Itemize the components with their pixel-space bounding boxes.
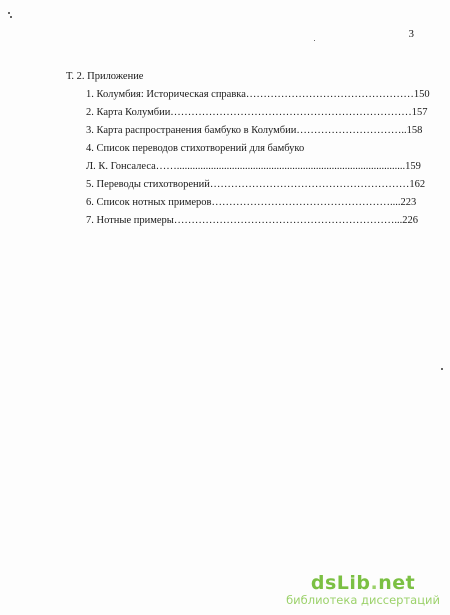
toc-entry: Л. К. Гонсалеса…….......................................................................................159 <box>86 161 421 172</box>
watermark-logo <box>286 573 440 593</box>
watermark-subtitle: библиотека диссертаций <box>286 593 440 607</box>
scan-speck <box>10 16 12 18</box>
toc-entry: 1. Колумбия: Историческая справка…………………………………………150 <box>86 89 430 100</box>
scan-speck <box>441 368 443 370</box>
toc-entry: 6. Список нотных примеров……………………………………………....223 <box>86 197 417 208</box>
page-number: 3 <box>408 28 414 40</box>
watermark-logo-main: dsLib <box>310 572 371 594</box>
toc-entry: 7. Нотные примеры………………………………………………………...226 <box>86 215 418 226</box>
toc-entry: 2. Карта Колумбии……………………………………………………………157 <box>86 107 428 118</box>
watermark-logo-dot: . <box>370 572 379 594</box>
watermark-logo-tld: net <box>378 572 416 594</box>
scan-speck <box>314 40 315 41</box>
dslib-watermark <box>286 573 440 607</box>
toc-entry: 5. Переводы стихотворений…………………………………………………162 <box>86 179 426 190</box>
section-title: Т. 2. Приложение <box>66 71 144 82</box>
scan-speck <box>8 12 10 14</box>
toc-entry: 4. Список переводов стихотворений для бамбуко <box>86 143 305 154</box>
toc-entry: 3. Карта распространения бамбуко в Колумбии…………………………..158 <box>86 125 423 136</box>
